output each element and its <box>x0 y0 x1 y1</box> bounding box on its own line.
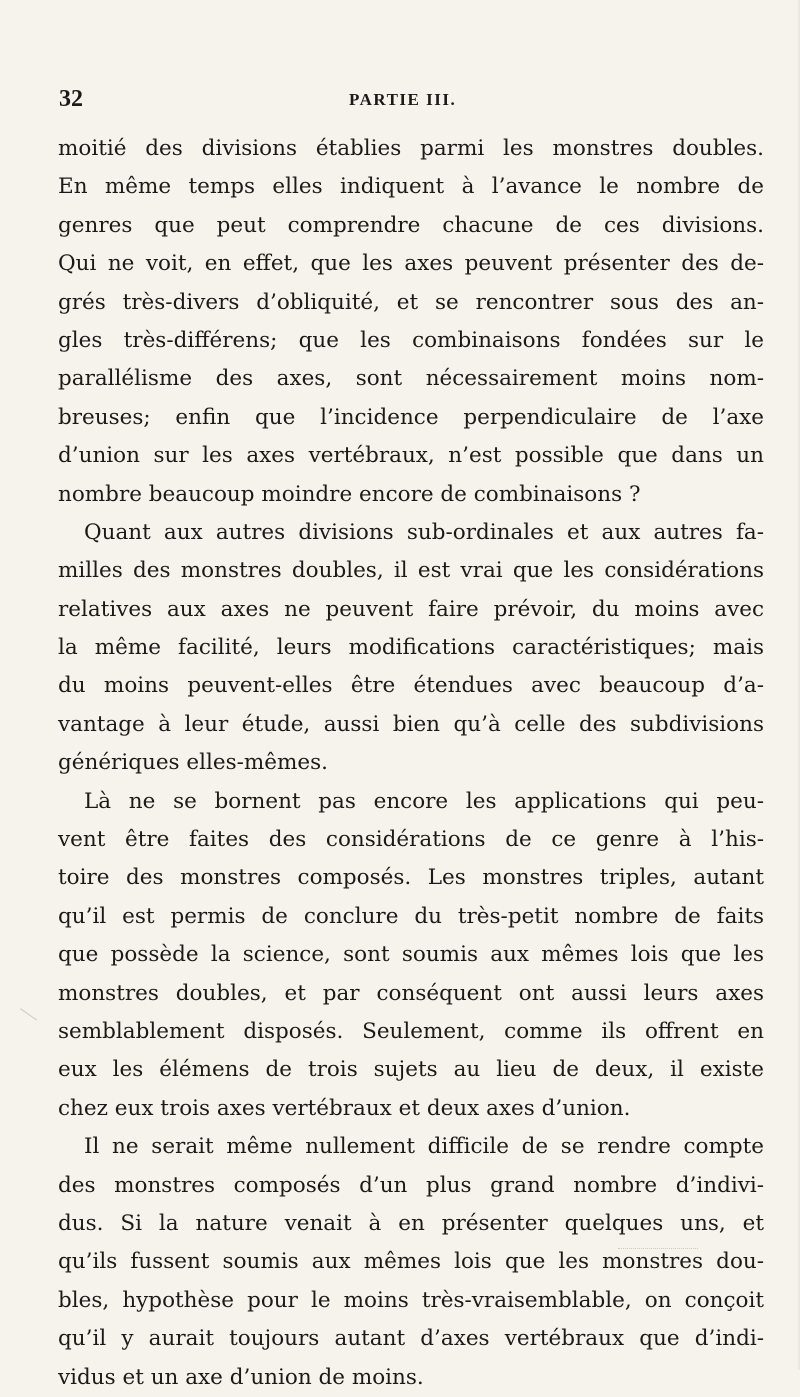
text-line: qu’ils fussent soumis aux mêmes lois que les monstres dou- <box>58 1249 764 1275</box>
text-line: milles des monstres doubles, il est vrai que les considérations <box>58 558 764 584</box>
text-line: Quant aux autres divisions sub-ordinales et aux autres fa- <box>84 519 764 545</box>
page-number: 32 <box>59 86 83 112</box>
text-line: la même facilité, leurs modifications caractéristiques; mais <box>58 635 764 661</box>
text-line: que possède la science, sont soumis aux mêmes lois que les <box>58 942 764 968</box>
text-line: vidus et un axe d’union de moins. <box>58 1364 424 1390</box>
text-line: vent être faites des considérations de ce genre à l’his- <box>58 827 764 853</box>
text-line: d’union sur les axes vertébraux, n’est possible que dans un <box>58 443 764 469</box>
text-line: semblablement disposés. Seulement, comme ils offrent en <box>58 1018 764 1044</box>
margin-mark <box>20 998 44 1020</box>
text-line: bles, hypothèse pour le moins très-vraisemblable, on conçoit <box>58 1287 764 1313</box>
text-line: Il ne serait même nullement difficile de se rendre compte <box>84 1134 764 1160</box>
text-line: qu’il y aurait toujours autant d’axes vertébraux que d’indi- <box>58 1326 764 1352</box>
text-line: Qui ne voit, en effet, que les axes peuvent présenter des de- <box>58 251 764 277</box>
running-head <box>59 86 759 112</box>
text-line: gles très-différens; que les combinaisons fondées sur le <box>58 327 764 353</box>
text-line: nombre beaucoup moindre encore de combinaisons ? <box>58 481 641 507</box>
text-line: En même temps elles indiquent à l’avance le nombre de <box>58 174 764 200</box>
text-line: génériques elles-mêmes. <box>58 750 328 776</box>
text-line: toire des monstres composés. Les monstres triples, autant <box>58 865 764 891</box>
text-line: monstres doubles, et par conséquent ont aussi leurs axes <box>58 980 764 1006</box>
text-line: Là ne se bornent pas encore les applications qui peu- <box>84 788 764 814</box>
text-line: dus. Si la nature venait à en présenter quelques uns, et <box>58 1210 764 1236</box>
text-line: breuses; enfin que l’incidence perpendiculaire de l’axe <box>58 404 764 430</box>
text-line: relatives aux axes ne peuvent faire prévoir, du moins avec <box>58 596 764 622</box>
text-line: vantage à leur étude, aussi bien qu’à celle des subdivisions <box>58 711 764 737</box>
running-title: PARTIE III. <box>349 90 457 109</box>
page-smudge <box>618 1248 698 1250</box>
text-line: chez eux trois axes vertébraux et deux axes d’union. <box>58 1095 631 1121</box>
text-line: eux les élémens de trois sujets au lieu de deux, il existe <box>58 1057 764 1083</box>
text-line: qu’il est permis de conclure du très-petit nombre de faits <box>58 903 764 929</box>
text-line: genres que peut comprendre chacune de ces divisions. <box>58 212 764 238</box>
text-line: parallélisme des axes, sont nécessairement moins nom- <box>58 366 764 392</box>
text-line: des monstres composés d’un plus grand nombre d’indivi- <box>58 1172 764 1198</box>
body-text <box>58 130 764 1397</box>
text-line: du moins peuvent-elles être étendues avec beaucoup d’a- <box>58 673 764 699</box>
text-line: grés très-divers d’obliquité, et se rencontrer sous des an- <box>58 289 764 315</box>
text-line: moitié des divisions établies parmi les monstres doubles. <box>58 136 764 161</box>
